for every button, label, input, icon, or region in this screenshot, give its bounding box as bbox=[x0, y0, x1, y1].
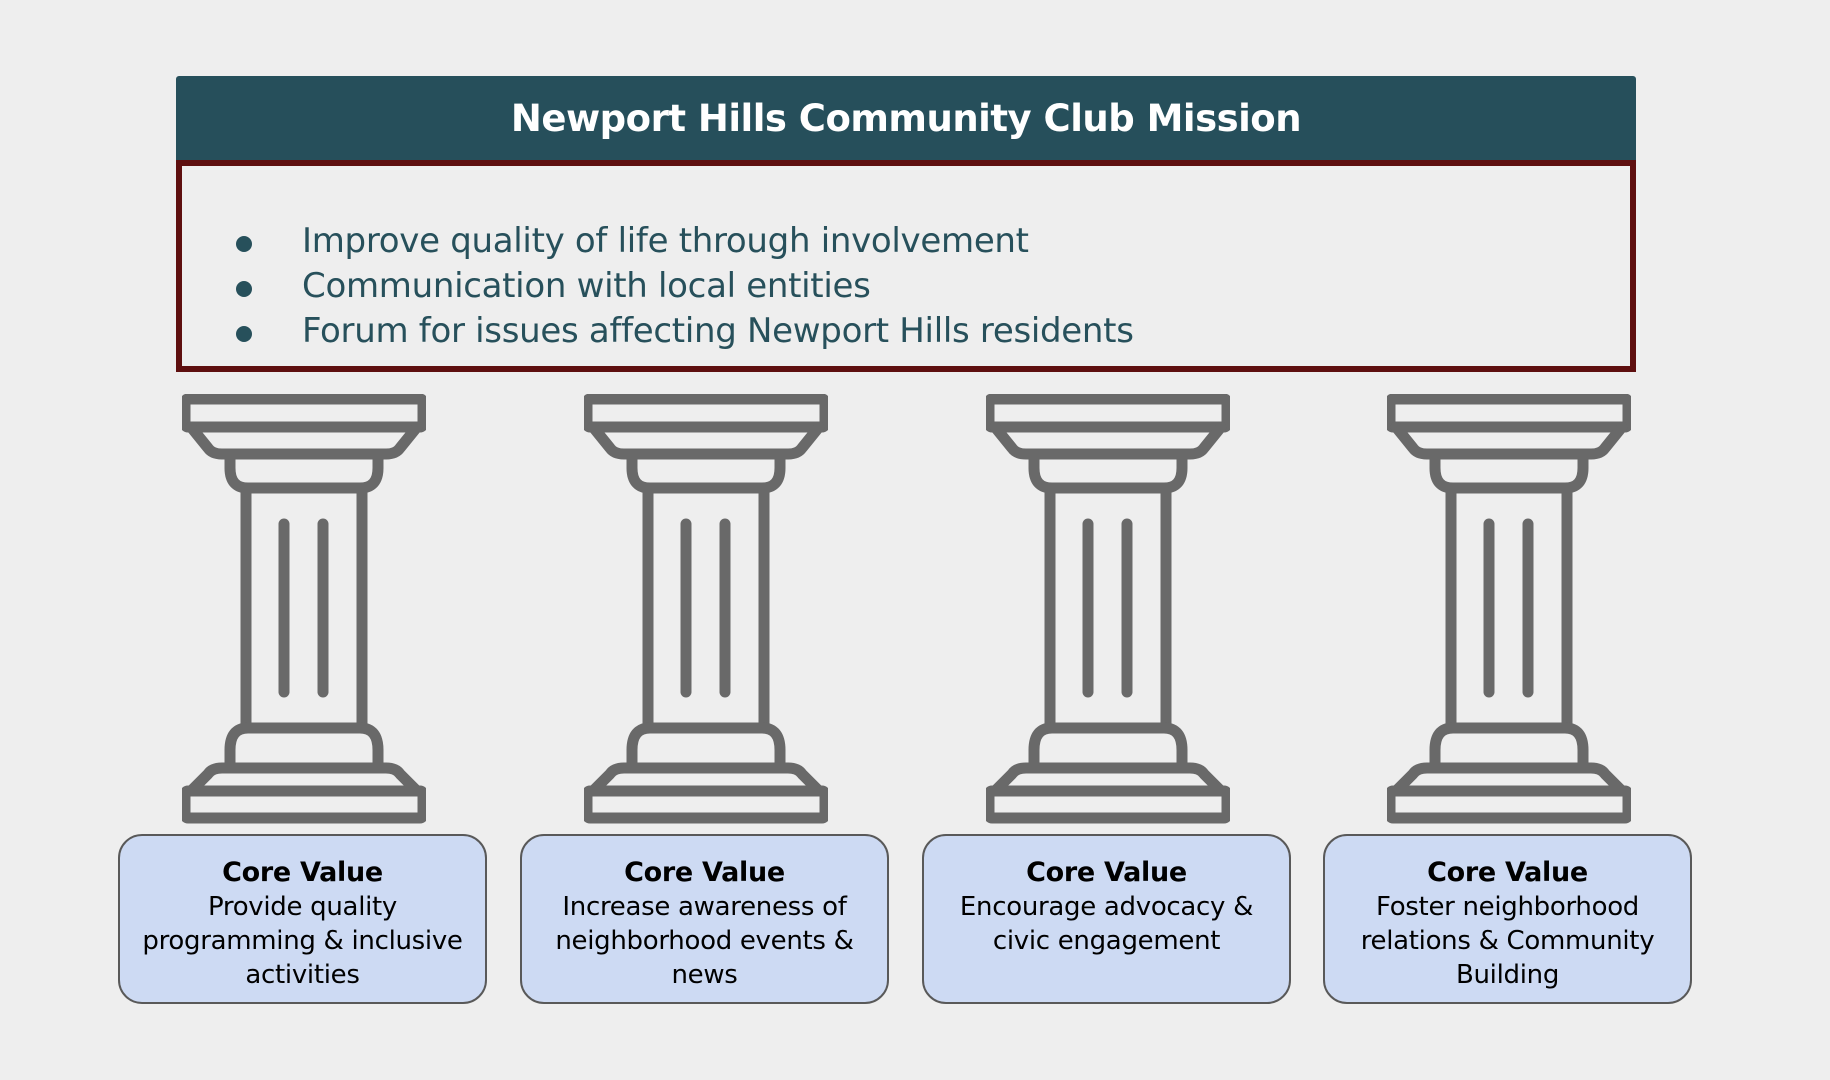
core-value-heading: Core Value bbox=[222, 857, 383, 888]
bullet-icon bbox=[236, 236, 252, 252]
bullet-icon bbox=[236, 281, 252, 297]
column-pillar-icon bbox=[986, 394, 1230, 824]
core-value-card bbox=[520, 834, 889, 1004]
core-value-heading: Core Value bbox=[624, 857, 785, 888]
mission-item bbox=[182, 309, 1134, 354]
core-value-text: Encourage advocacy & civic engagement bbox=[959, 892, 1254, 956]
mission-item-text: Forum for issues affecting Newport Hills residents bbox=[302, 311, 1134, 351]
bullet-icon bbox=[236, 326, 252, 342]
column-pillar-icon bbox=[1387, 394, 1631, 824]
mission-item bbox=[182, 219, 1134, 264]
core-value-heading: Core Value bbox=[1026, 857, 1187, 888]
core-value-card bbox=[1323, 834, 1692, 1004]
mission-item-text: Communication with local entities bbox=[302, 266, 871, 306]
column-pillar-icon bbox=[182, 394, 426, 824]
core-value-card bbox=[922, 834, 1291, 1004]
core-value-text: Foster neighborhood relations & Community Building bbox=[1360, 892, 1655, 990]
mission-list bbox=[182, 219, 1134, 354]
core-value-text: Provide quality programming & inclusive activities bbox=[142, 892, 463, 990]
column-pillar-icon bbox=[584, 394, 828, 824]
mission-title: Newport Hills Community Club Mission bbox=[510, 96, 1302, 140]
core-value-card bbox=[118, 834, 487, 1004]
mission-item-text: Improve quality of life through involvement bbox=[302, 221, 1029, 261]
mission-header bbox=[176, 76, 1636, 160]
mission-statement-box bbox=[176, 160, 1636, 372]
core-value-text: Increase awareness of neighborhood events & news bbox=[555, 892, 854, 990]
mission-item bbox=[182, 264, 1134, 309]
core-value-heading: Core Value bbox=[1427, 857, 1588, 888]
